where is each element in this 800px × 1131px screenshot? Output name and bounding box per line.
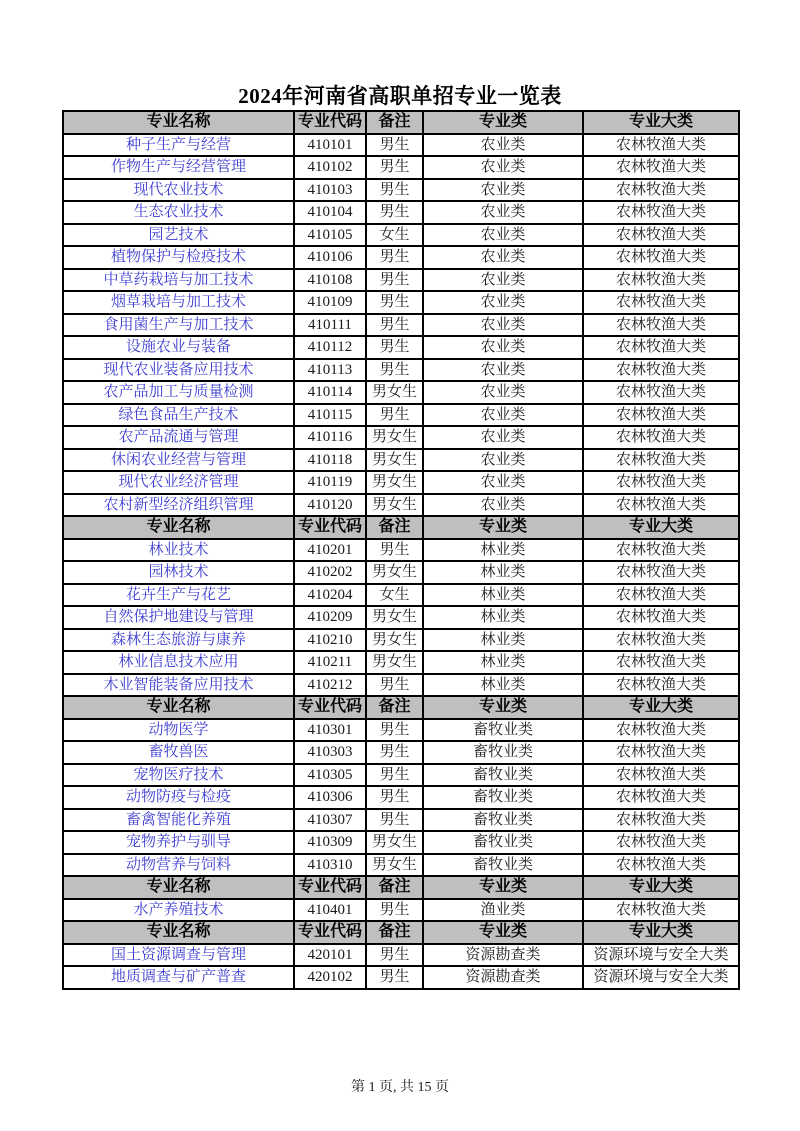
major-code-cell: 410212 bbox=[294, 674, 366, 697]
category-cell: 农业类 bbox=[423, 224, 583, 247]
table-row bbox=[63, 359, 739, 382]
group-cell: 农林牧渔大类 bbox=[583, 426, 739, 449]
note-cell: 男生 bbox=[366, 201, 423, 224]
note-cell: 男生 bbox=[366, 314, 423, 337]
column-header: 专业大类 bbox=[583, 696, 739, 719]
column-header: 专业类 bbox=[423, 696, 583, 719]
major-name-cell: 设施农业与装备 bbox=[63, 336, 294, 359]
category-cell: 农业类 bbox=[423, 179, 583, 202]
major-name-cell: 休闲农业经营与管理 bbox=[63, 449, 294, 472]
group-cell: 农林牧渔大类 bbox=[583, 899, 739, 922]
group-cell: 农林牧渔大类 bbox=[583, 156, 739, 179]
major-code-cell: 410310 bbox=[294, 854, 366, 877]
majors-table bbox=[62, 110, 740, 990]
major-name-cell: 作物生产与经营管理 bbox=[63, 156, 294, 179]
category-cell: 畜牧业类 bbox=[423, 809, 583, 832]
major-code-cell: 410210 bbox=[294, 629, 366, 652]
category-cell: 农业类 bbox=[423, 291, 583, 314]
group-cell: 农林牧渔大类 bbox=[583, 359, 739, 382]
section-header-row bbox=[63, 111, 739, 134]
note-cell: 男生 bbox=[366, 336, 423, 359]
major-code-cell: 410118 bbox=[294, 449, 366, 472]
note-cell: 男生 bbox=[366, 539, 423, 562]
table-row bbox=[63, 786, 739, 809]
group-cell: 农林牧渔大类 bbox=[583, 134, 739, 157]
major-code-cell: 410105 bbox=[294, 224, 366, 247]
major-code-cell: 410102 bbox=[294, 156, 366, 179]
note-cell: 男女生 bbox=[366, 854, 423, 877]
major-name-cell: 生态农业技术 bbox=[63, 201, 294, 224]
note-cell: 男生 bbox=[366, 156, 423, 179]
note-cell: 男女生 bbox=[366, 606, 423, 629]
column-header: 专业代码 bbox=[294, 111, 366, 134]
note-cell: 男生 bbox=[366, 809, 423, 832]
table-row bbox=[63, 156, 739, 179]
note-cell: 男生 bbox=[366, 291, 423, 314]
group-cell: 农林牧渔大类 bbox=[583, 539, 739, 562]
category-cell: 畜牧业类 bbox=[423, 764, 583, 787]
column-header: 专业代码 bbox=[294, 876, 366, 899]
column-header: 专业代码 bbox=[294, 921, 366, 944]
note-cell: 男女生 bbox=[366, 494, 423, 517]
group-cell: 资源环境与安全大类 bbox=[583, 966, 739, 989]
table-row bbox=[63, 314, 739, 337]
note-cell: 男生 bbox=[366, 966, 423, 989]
major-name-cell: 动物防疫与检疫 bbox=[63, 786, 294, 809]
table-row bbox=[63, 966, 739, 989]
major-name-cell: 林业技术 bbox=[63, 539, 294, 562]
major-code-cell: 420101 bbox=[294, 944, 366, 967]
table-row bbox=[63, 404, 739, 427]
major-code-cell: 410116 bbox=[294, 426, 366, 449]
category-cell: 农业类 bbox=[423, 449, 583, 472]
major-name-cell: 中草药栽培与加工技术 bbox=[63, 269, 294, 292]
table-row bbox=[63, 674, 739, 697]
major-code-cell: 410309 bbox=[294, 831, 366, 854]
category-cell: 林业类 bbox=[423, 539, 583, 562]
major-code-cell: 410201 bbox=[294, 539, 366, 562]
table-row bbox=[63, 291, 739, 314]
group-cell: 农林牧渔大类 bbox=[583, 741, 739, 764]
note-cell: 男女生 bbox=[366, 651, 423, 674]
category-cell: 畜牧业类 bbox=[423, 786, 583, 809]
group-cell: 农林牧渔大类 bbox=[583, 269, 739, 292]
note-cell: 男生 bbox=[366, 944, 423, 967]
group-cell: 资源环境与安全大类 bbox=[583, 944, 739, 967]
category-cell: 林业类 bbox=[423, 629, 583, 652]
group-cell: 农林牧渔大类 bbox=[583, 471, 739, 494]
table-row bbox=[63, 764, 739, 787]
column-header: 专业类 bbox=[423, 111, 583, 134]
category-cell: 农业类 bbox=[423, 404, 583, 427]
major-name-cell: 宠物养护与驯导 bbox=[63, 831, 294, 854]
column-header: 专业类 bbox=[423, 876, 583, 899]
column-header: 专业类 bbox=[423, 921, 583, 944]
table-row bbox=[63, 584, 739, 607]
table-row bbox=[63, 494, 739, 517]
category-cell: 林业类 bbox=[423, 561, 583, 584]
major-code-cell: 410101 bbox=[294, 134, 366, 157]
category-cell: 农业类 bbox=[423, 269, 583, 292]
group-cell: 农林牧渔大类 bbox=[583, 336, 739, 359]
category-cell: 资源勘查类 bbox=[423, 966, 583, 989]
category-cell: 林业类 bbox=[423, 674, 583, 697]
major-name-cell: 园艺技术 bbox=[63, 224, 294, 247]
major-name-cell: 动物营养与饲料 bbox=[63, 854, 294, 877]
column-header: 专业代码 bbox=[294, 696, 366, 719]
table-row bbox=[63, 606, 739, 629]
note-cell: 男生 bbox=[366, 786, 423, 809]
note-cell: 男生 bbox=[366, 269, 423, 292]
group-cell: 农林牧渔大类 bbox=[583, 561, 739, 584]
major-code-cell: 410305 bbox=[294, 764, 366, 787]
table-row bbox=[63, 651, 739, 674]
column-header: 专业名称 bbox=[63, 921, 294, 944]
table-row bbox=[63, 831, 739, 854]
table-row bbox=[63, 134, 739, 157]
group-cell: 农林牧渔大类 bbox=[583, 786, 739, 809]
table-row bbox=[63, 899, 739, 922]
column-header: 备注 bbox=[366, 516, 423, 539]
major-code-cell: 410109 bbox=[294, 291, 366, 314]
column-header: 专业名称 bbox=[63, 516, 294, 539]
category-cell: 资源勘查类 bbox=[423, 944, 583, 967]
group-cell: 农林牧渔大类 bbox=[583, 854, 739, 877]
note-cell: 男生 bbox=[366, 741, 423, 764]
major-code-cell: 410111 bbox=[294, 314, 366, 337]
table-row bbox=[63, 809, 739, 832]
major-code-cell: 410401 bbox=[294, 899, 366, 922]
major-name-cell: 自然保护地建设与管理 bbox=[63, 606, 294, 629]
major-name-cell: 植物保护与检疫技术 bbox=[63, 246, 294, 269]
note-cell: 女生 bbox=[366, 224, 423, 247]
section-header-row bbox=[63, 696, 739, 719]
note-cell: 男女生 bbox=[366, 629, 423, 652]
table-row bbox=[63, 561, 739, 584]
column-header: 专业名称 bbox=[63, 111, 294, 134]
major-code-cell: 410209 bbox=[294, 606, 366, 629]
category-cell: 农业类 bbox=[423, 201, 583, 224]
major-name-cell: 地质调查与矿产普查 bbox=[63, 966, 294, 989]
note-cell: 男生 bbox=[366, 134, 423, 157]
major-code-cell: 410307 bbox=[294, 809, 366, 832]
column-header: 专业代码 bbox=[294, 516, 366, 539]
major-code-cell: 410120 bbox=[294, 494, 366, 517]
major-name-cell: 现代农业装备应用技术 bbox=[63, 359, 294, 382]
category-cell: 农业类 bbox=[423, 134, 583, 157]
note-cell: 男生 bbox=[366, 179, 423, 202]
group-cell: 农林牧渔大类 bbox=[583, 449, 739, 472]
category-cell: 畜牧业类 bbox=[423, 741, 583, 764]
category-cell: 农业类 bbox=[423, 471, 583, 494]
table-row bbox=[63, 381, 739, 404]
major-code-cell: 410119 bbox=[294, 471, 366, 494]
column-header: 备注 bbox=[366, 696, 423, 719]
group-cell: 农林牧渔大类 bbox=[583, 381, 739, 404]
major-name-cell: 园林技术 bbox=[63, 561, 294, 584]
group-cell: 农林牧渔大类 bbox=[583, 201, 739, 224]
major-code-cell: 410211 bbox=[294, 651, 366, 674]
major-code-cell: 410104 bbox=[294, 201, 366, 224]
major-code-cell: 410103 bbox=[294, 179, 366, 202]
category-cell: 畜牧业类 bbox=[423, 719, 583, 742]
page-title: 2024年河南省高职单招专业一览表 bbox=[238, 84, 562, 108]
table-row bbox=[63, 201, 739, 224]
note-cell: 男生 bbox=[366, 674, 423, 697]
group-cell: 农林牧渔大类 bbox=[583, 494, 739, 517]
category-cell: 林业类 bbox=[423, 606, 583, 629]
note-cell: 男生 bbox=[366, 359, 423, 382]
major-name-cell: 水产养殖技术 bbox=[63, 899, 294, 922]
group-cell: 农林牧渔大类 bbox=[583, 651, 739, 674]
major-name-cell: 现代农业技术 bbox=[63, 179, 294, 202]
column-header: 专业大类 bbox=[583, 921, 739, 944]
note-cell: 女生 bbox=[366, 584, 423, 607]
table-row bbox=[63, 449, 739, 472]
major-code-cell: 410106 bbox=[294, 246, 366, 269]
major-name-cell: 农产品流通与管理 bbox=[63, 426, 294, 449]
category-cell: 渔业类 bbox=[423, 899, 583, 922]
major-name-cell: 绿色食品生产技术 bbox=[63, 404, 294, 427]
table-row bbox=[63, 426, 739, 449]
category-cell: 农业类 bbox=[423, 381, 583, 404]
column-header: 备注 bbox=[366, 111, 423, 134]
major-name-cell: 森林生态旅游与康养 bbox=[63, 629, 294, 652]
group-cell: 农林牧渔大类 bbox=[583, 719, 739, 742]
note-cell: 男生 bbox=[366, 246, 423, 269]
major-name-cell: 动物医学 bbox=[63, 719, 294, 742]
table-row bbox=[63, 539, 739, 562]
category-cell: 林业类 bbox=[423, 651, 583, 674]
category-cell: 农业类 bbox=[423, 359, 583, 382]
column-header: 备注 bbox=[366, 876, 423, 899]
column-header: 专业大类 bbox=[583, 111, 739, 134]
table-row bbox=[63, 224, 739, 247]
major-name-cell: 国土资源调查与管理 bbox=[63, 944, 294, 967]
category-cell: 农业类 bbox=[423, 156, 583, 179]
major-name-cell: 农产品加工与质量检测 bbox=[63, 381, 294, 404]
note-cell: 男生 bbox=[366, 404, 423, 427]
table-row bbox=[63, 741, 739, 764]
major-code-cell: 410114 bbox=[294, 381, 366, 404]
note-cell: 男生 bbox=[366, 764, 423, 787]
major-name-cell: 木业智能装备应用技术 bbox=[63, 674, 294, 697]
major-code-cell: 410204 bbox=[294, 584, 366, 607]
section-header-row bbox=[63, 516, 739, 539]
category-cell: 农业类 bbox=[423, 494, 583, 517]
category-cell: 农业类 bbox=[423, 314, 583, 337]
major-name-cell: 宠物医疗技术 bbox=[63, 764, 294, 787]
group-cell: 农林牧渔大类 bbox=[583, 224, 739, 247]
section-header-row bbox=[63, 921, 739, 944]
category-cell: 畜牧业类 bbox=[423, 854, 583, 877]
column-header: 专业类 bbox=[423, 516, 583, 539]
column-header: 专业名称 bbox=[63, 696, 294, 719]
group-cell: 农林牧渔大类 bbox=[583, 629, 739, 652]
section-header-row bbox=[63, 876, 739, 899]
major-code-cell: 420102 bbox=[294, 966, 366, 989]
category-cell: 林业类 bbox=[423, 584, 583, 607]
note-cell: 男女生 bbox=[366, 561, 423, 584]
group-cell: 农林牧渔大类 bbox=[583, 314, 739, 337]
major-name-cell: 花卉生产与花艺 bbox=[63, 584, 294, 607]
page-number: 第 1 页, 共 15 页 bbox=[351, 1080, 449, 1095]
group-cell: 农林牧渔大类 bbox=[583, 246, 739, 269]
table-row bbox=[63, 471, 739, 494]
major-name-cell: 农村新型经济组织管理 bbox=[63, 494, 294, 517]
note-cell: 男女生 bbox=[366, 831, 423, 854]
group-cell: 农林牧渔大类 bbox=[583, 291, 739, 314]
major-code-cell: 410303 bbox=[294, 741, 366, 764]
major-name-cell: 林业信息技术应用 bbox=[63, 651, 294, 674]
category-cell: 农业类 bbox=[423, 336, 583, 359]
category-cell: 农业类 bbox=[423, 246, 583, 269]
table-row bbox=[63, 269, 739, 292]
note-cell: 男女生 bbox=[366, 449, 423, 472]
group-cell: 农林牧渔大类 bbox=[583, 831, 739, 854]
major-code-cell: 410301 bbox=[294, 719, 366, 742]
note-cell: 男女生 bbox=[366, 381, 423, 404]
major-name-cell: 种子生产与经营 bbox=[63, 134, 294, 157]
column-header: 专业大类 bbox=[583, 516, 739, 539]
group-cell: 农林牧渔大类 bbox=[583, 764, 739, 787]
table-row bbox=[63, 944, 739, 967]
group-cell: 农林牧渔大类 bbox=[583, 606, 739, 629]
table-row bbox=[63, 246, 739, 269]
table-row bbox=[63, 336, 739, 359]
group-cell: 农林牧渔大类 bbox=[583, 404, 739, 427]
major-code-cell: 410306 bbox=[294, 786, 366, 809]
major-code-cell: 410115 bbox=[294, 404, 366, 427]
major-name-cell: 食用菌生产与加工技术 bbox=[63, 314, 294, 337]
column-header: 备注 bbox=[366, 921, 423, 944]
group-cell: 农林牧渔大类 bbox=[583, 179, 739, 202]
table-row bbox=[63, 854, 739, 877]
major-code-cell: 410202 bbox=[294, 561, 366, 584]
group-cell: 农林牧渔大类 bbox=[583, 809, 739, 832]
note-cell: 男女生 bbox=[366, 471, 423, 494]
column-header: 专业大类 bbox=[583, 876, 739, 899]
major-code-cell: 410112 bbox=[294, 336, 366, 359]
table-row bbox=[63, 629, 739, 652]
table-row bbox=[63, 179, 739, 202]
major-name-cell: 现代农业经济管理 bbox=[63, 471, 294, 494]
major-code-cell: 410113 bbox=[294, 359, 366, 382]
major-name-cell: 畜禽智能化养殖 bbox=[63, 809, 294, 832]
major-name-cell: 烟草栽培与加工技术 bbox=[63, 291, 294, 314]
note-cell: 男生 bbox=[366, 899, 423, 922]
column-header: 专业名称 bbox=[63, 876, 294, 899]
table-row bbox=[63, 719, 739, 742]
major-code-cell: 410108 bbox=[294, 269, 366, 292]
major-name-cell: 畜牧兽医 bbox=[63, 741, 294, 764]
group-cell: 农林牧渔大类 bbox=[583, 584, 739, 607]
note-cell: 男女生 bbox=[366, 426, 423, 449]
category-cell: 农业类 bbox=[423, 426, 583, 449]
category-cell: 畜牧业类 bbox=[423, 831, 583, 854]
group-cell: 农林牧渔大类 bbox=[583, 674, 739, 697]
note-cell: 男生 bbox=[366, 719, 423, 742]
